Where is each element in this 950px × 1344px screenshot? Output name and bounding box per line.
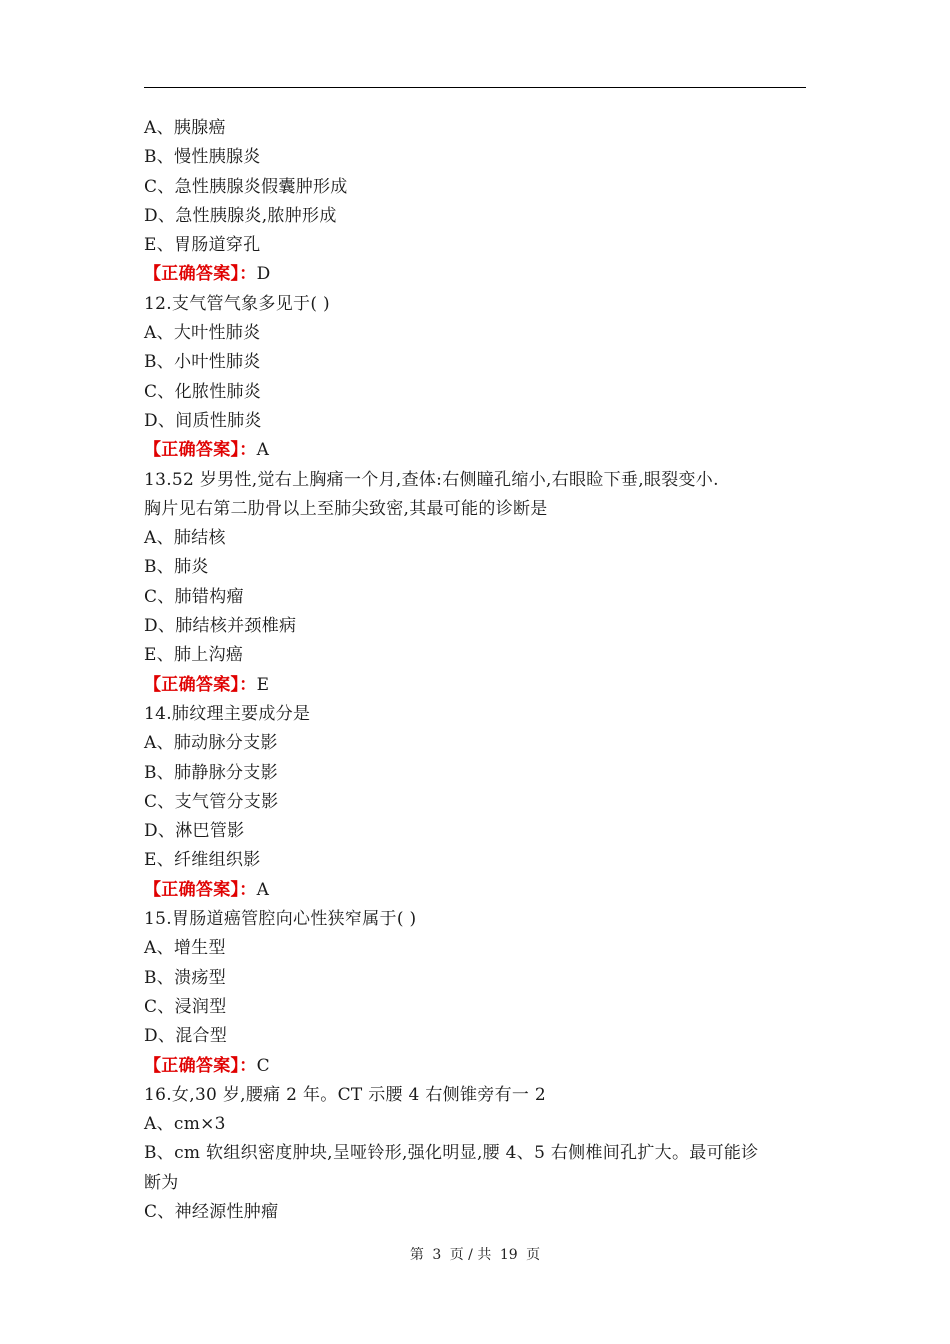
answer-value: D bbox=[256, 264, 271, 285]
answer-label: 【正确答案】： bbox=[144, 879, 257, 900]
answer-line bbox=[144, 1052, 808, 1081]
footer-prefix: 第 bbox=[409, 1247, 424, 1263]
answer-label: 【正确答案】： bbox=[144, 440, 257, 461]
footer-total-pages: 19 bbox=[499, 1247, 518, 1263]
option-text: B、肺炎 bbox=[144, 557, 209, 578]
option-text: B、肺静脉分支影 bbox=[144, 762, 278, 783]
option-text: C、急性胰腺炎假囊肿形成 bbox=[144, 176, 348, 197]
page-footer bbox=[0, 1244, 950, 1264]
header-rule bbox=[144, 87, 806, 88]
answer-line bbox=[144, 876, 808, 905]
option-text: C、神经源性肿瘤 bbox=[144, 1201, 279, 1222]
option-text: A、增生型 bbox=[144, 938, 226, 959]
option-text: D、混合型 bbox=[144, 1026, 228, 1047]
option-text: D、间质性肺炎 bbox=[144, 410, 262, 431]
question-text: 14.肺纹理主要成分是 bbox=[144, 703, 311, 724]
option-text: A、胰腺癌 bbox=[144, 118, 226, 138]
option-text: B、cm 软组织密度肿块,呈哑铃形,强化明显,腰 4、5 右侧椎间孔扩大。最可能诊 bbox=[144, 1143, 759, 1164]
answer-value: A bbox=[256, 440, 270, 461]
option-text: A、cm×3 bbox=[144, 1114, 226, 1135]
option-text: B、慢性胰腺炎 bbox=[144, 147, 261, 168]
option-text: 断为 bbox=[144, 1172, 179, 1193]
option-text: C、支气管分支影 bbox=[144, 791, 279, 812]
answer-line bbox=[144, 260, 808, 289]
footer-mid: 页 / 共 bbox=[449, 1247, 492, 1263]
option-text: A、大叶性肺炎 bbox=[144, 323, 261, 344]
answer-value: C bbox=[256, 1055, 270, 1076]
option-text: E、胃肠道穿孔 bbox=[144, 235, 261, 256]
footer-suffix: 页 bbox=[526, 1247, 541, 1263]
option-text: D、淋巴管影 bbox=[144, 821, 245, 842]
question-text: 12.支气管气象多见于( ) bbox=[144, 293, 330, 314]
option-text: C、浸润型 bbox=[144, 996, 227, 1017]
option-text: E、肺上沟癌 bbox=[144, 645, 244, 666]
option-text: B、小叶性肺炎 bbox=[144, 352, 261, 373]
question-text: 胸片见右第二肋骨以上至肺尖致密,其最可能的诊断是 bbox=[144, 498, 548, 519]
option-text: A、肺动脉分支影 bbox=[144, 733, 278, 754]
option-text: A、肺结核 bbox=[144, 528, 226, 549]
option-text: E、纤维组织影 bbox=[144, 850, 261, 871]
question-text: 16.女,30 岁,腰痛 2 年。CT 示腰 4 右侧锥旁有一 2 bbox=[144, 1084, 546, 1105]
question-text: 15.胃肠道癌管腔向心性狭窄属于( ) bbox=[144, 909, 417, 930]
answer-line bbox=[144, 436, 808, 465]
option-text: D、急性胰腺炎,脓肿形成 bbox=[144, 205, 337, 226]
option-text: B、溃疡型 bbox=[144, 967, 226, 988]
option-text: C、肺错构瘤 bbox=[144, 586, 244, 607]
answer-value: A bbox=[256, 879, 270, 900]
answer-label: 【正确答案】： bbox=[144, 264, 257, 285]
footer-current-page: 3 bbox=[432, 1247, 442, 1263]
option-text: D、肺结核并颈椎病 bbox=[144, 616, 297, 637]
answer-label: 【正确答案】： bbox=[144, 1055, 257, 1076]
answer-value: E bbox=[256, 674, 270, 695]
question-text: 13.52 岁男性,觉右上胸痛一个月,查体:右侧瞳孔缩小,右眼睑下垂,眼裂变小. bbox=[144, 469, 719, 490]
option-text: C、化脓性肺炎 bbox=[144, 381, 262, 402]
answer-line bbox=[144, 671, 808, 700]
answer-label: 【正确答案】： bbox=[144, 674, 257, 695]
document-body bbox=[144, 114, 808, 1227]
